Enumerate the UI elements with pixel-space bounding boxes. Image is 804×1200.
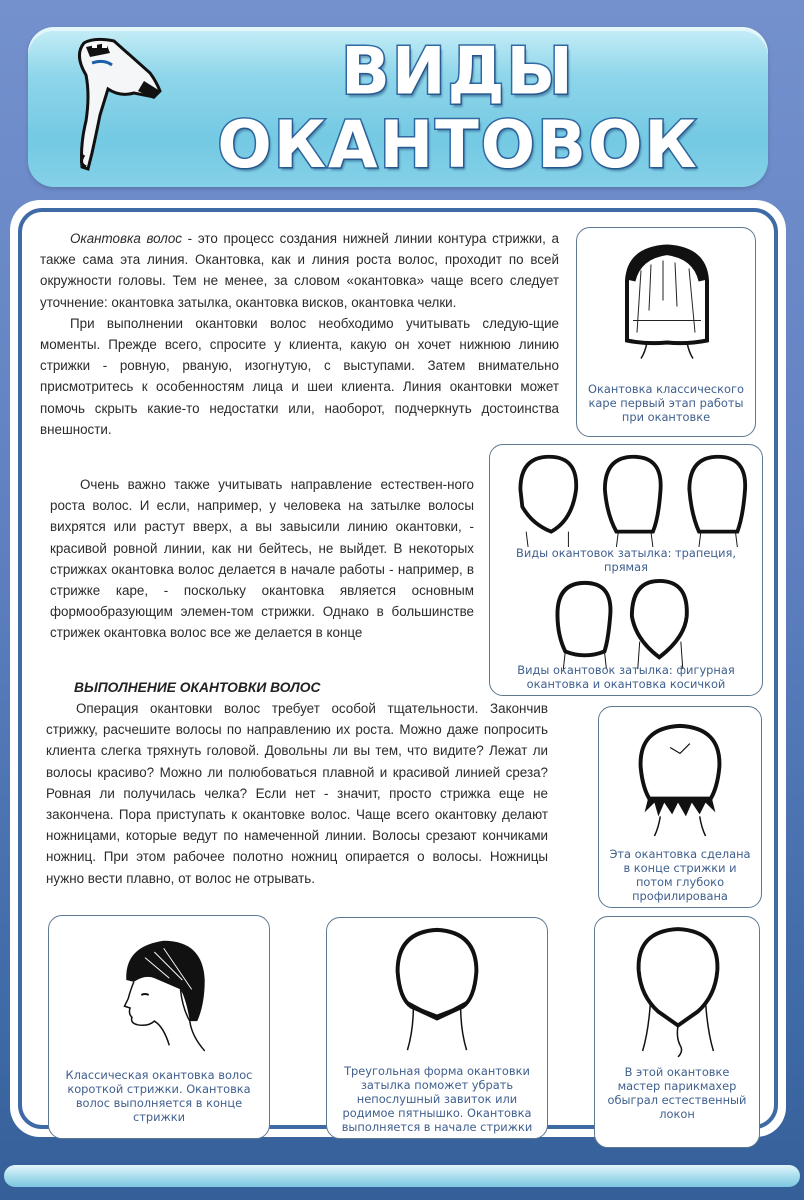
execution-text [46, 698, 548, 889]
title-line-2: ОКАНТОВОК [217, 107, 699, 184]
bottom-decorative-bar [4, 1165, 800, 1187]
card-short-profile [48, 915, 270, 1139]
card-caption: Треугольная форма окантовки затылка поможет убрать непослушный завиток или родимое пятнышко. Окантовка выполняется в начале стрижки [341, 1064, 533, 1134]
bob-haircut-illustration [607, 238, 727, 363]
hair-dryer-icon [64, 35, 164, 175]
header-banner [28, 27, 768, 187]
card-caption: В этой окантовке мастер парикмахер обыграл естественный локон [607, 1065, 747, 1121]
intro-paragraph-2: При выполнении окантовки волос необходимо учитывать следую-щие моменты. Прежде всего, спросите у клиента, какую он хочет нижнюю линию стрижки - ровную, рваную, изогнутую, с выступами. Затем внимательно присмотритесь к особенностям лица и шеи клиента. Линия окантовки может помочь скрыть какие-то недостатки или, наоборот, подчеркнуть достоинства внешности. [40, 315, 559, 437]
execution-paragraph: Операция окантовки волос требует особой тщательности. Закончив стрижку, расчешите волосы по направлению их роста. Можно даже попросить клиента слегка тряхнуть головой. Довольны ли вы тем, что видите? Лежат ли волосы красиво? Можно ли полюбоваться плавной и красивой линией среза? Ровная ли получилась челка? Если нет - значит, просто стрижка еще не закончена. Пора приступать к окантовке волос. Чаще всего окантовку делают ножницами, которые ведут по намеченной линии. Волосы срезают кончиками ножниц. При этом рабочее полотно ножниц опирается о волосы. Ножницы нужно вести плавно, от волос не отрывать. [46, 701, 548, 886]
natural-curl-nape-illustration [619, 923, 737, 1061]
card-caption: Окантовка классического каре первый этап работы при окантовке [588, 382, 744, 424]
nape-shaped-braid-illustration [536, 577, 716, 671]
card-nape-types [489, 444, 763, 696]
growth-paragraph: Очень важно также учитывать направление естествен-ного роста волос. И если, например, у человека на затылке волосы вихрятся или растут вверх, а вы завысили линию окантовки, - красивой ровной линии, как ни бейтесь, не выйдет. В некоторых стрижках окантовка волос делается в начале работы - например, в стрижке каре, - поскольку окантовка является основным формообразующим элемен-том стрижки. Однако в большинстве стрижек окантовка волос все же делается в конце [50, 477, 474, 641]
nape-trapezoid-straight-illustration [496, 451, 756, 547]
card-caption: Эта окантовка сделана в конце стрижки и потом глубоко профилирована [609, 847, 751, 903]
growth-text [50, 474, 474, 644]
intro-paragraph-1-text: - это процесс создания нижней линии контура стрижки, а также сама эта линия. Окантовка, как и линия роста волос, проходит по всей окружности головы. Тем не менее, за словом «окантовка» чаще всего следует уточнение: окантовка затылка, окантовка висков, окантовка челки. [40, 231, 560, 310]
short-haircut-profile-illustration [79, 924, 239, 1064]
card-caption-bottom: Виды окантовок затылка: фигурная окантовка и окантовка косичкой [517, 663, 735, 691]
card-natural-curl [594, 916, 760, 1148]
card-caption-top: Виды окантовок затылка: трапеция, прямая [516, 546, 736, 574]
page-title [158, 36, 758, 183]
card-triangle-nape [326, 917, 548, 1139]
intro-term: Окантовка волос [70, 231, 182, 246]
title-line-1: ВИДЫ [341, 34, 575, 111]
intro-text [40, 228, 559, 440]
profiled-nape-illustration [621, 713, 739, 841]
card-classic-bob [576, 227, 756, 437]
section-heading: ВЫПОЛНЕНИЕ ОКАНТОВКИ ВОЛОС [74, 680, 321, 695]
card-caption: Классическая окантовка волос короткой стрижки. Окантовка волос выполняется в конце стрижки [65, 1068, 253, 1124]
card-profiled [598, 706, 762, 908]
intro-paragraph-1 [40, 228, 559, 313]
triangle-nape-illustration [367, 922, 507, 1060]
